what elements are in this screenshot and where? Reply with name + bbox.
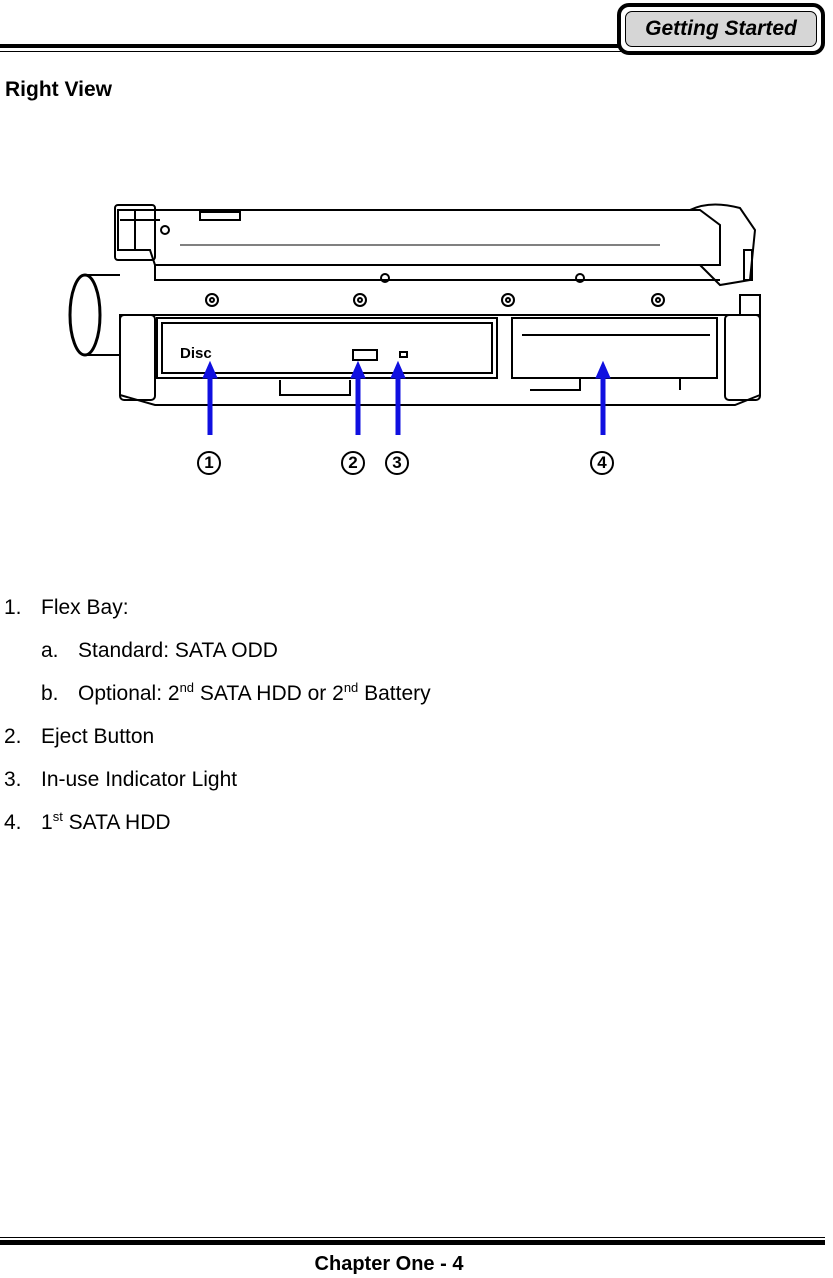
header-rule-thin xyxy=(0,51,625,52)
callout-3-label: 3 xyxy=(392,453,402,472)
list-number: 4. xyxy=(4,811,22,834)
footer-rule-thin xyxy=(0,1237,825,1238)
callout-4 xyxy=(590,451,614,475)
superscript: nd xyxy=(179,680,195,695)
callout-3 xyxy=(385,451,409,475)
list-text: Standard: SATA ODD xyxy=(78,639,278,662)
header-rule-thick xyxy=(0,44,625,48)
superscript: st xyxy=(52,809,63,824)
list-number: 2. xyxy=(4,725,22,748)
arrow-1-head xyxy=(203,362,217,378)
text-part: Battery xyxy=(358,682,431,705)
page-footer: Chapter One - 4 xyxy=(314,1253,464,1275)
arrow-3-head xyxy=(391,362,405,378)
disc-label: Disc xyxy=(180,345,212,362)
list-letter: b. xyxy=(41,682,59,705)
arrow-2-head xyxy=(351,362,365,378)
list-text: In-use Indicator Light xyxy=(41,768,238,791)
callout-4-label: 4 xyxy=(597,453,607,472)
list-text xyxy=(78,672,431,715)
footer-rule-thick xyxy=(0,1240,825,1245)
section-title: Right View xyxy=(5,78,112,101)
callout-2 xyxy=(341,451,365,475)
callout-2-label: 2 xyxy=(348,453,358,472)
chapter-tab-label: Getting Started xyxy=(625,11,817,47)
list-number: 3. xyxy=(4,768,22,791)
list-text: Eject Button xyxy=(41,725,155,748)
list-text: Flex Bay: xyxy=(41,596,129,619)
text-part: SATA HDD xyxy=(62,811,171,834)
text-part: 1 xyxy=(41,811,53,834)
callout-1-label: 1 xyxy=(204,453,214,472)
list-number: 1. xyxy=(4,596,22,619)
callout-arrows xyxy=(60,190,780,490)
right-view-figure xyxy=(60,190,780,490)
callout-1 xyxy=(197,451,221,475)
arrow-4-head xyxy=(596,362,610,378)
text-part: SATA HDD or 2 xyxy=(194,682,344,705)
text-part: Optional: 2 xyxy=(78,682,180,705)
superscript: nd xyxy=(343,680,359,695)
list-text xyxy=(41,801,171,844)
chapter-tab xyxy=(617,3,825,55)
list-letter: a. xyxy=(41,639,59,662)
